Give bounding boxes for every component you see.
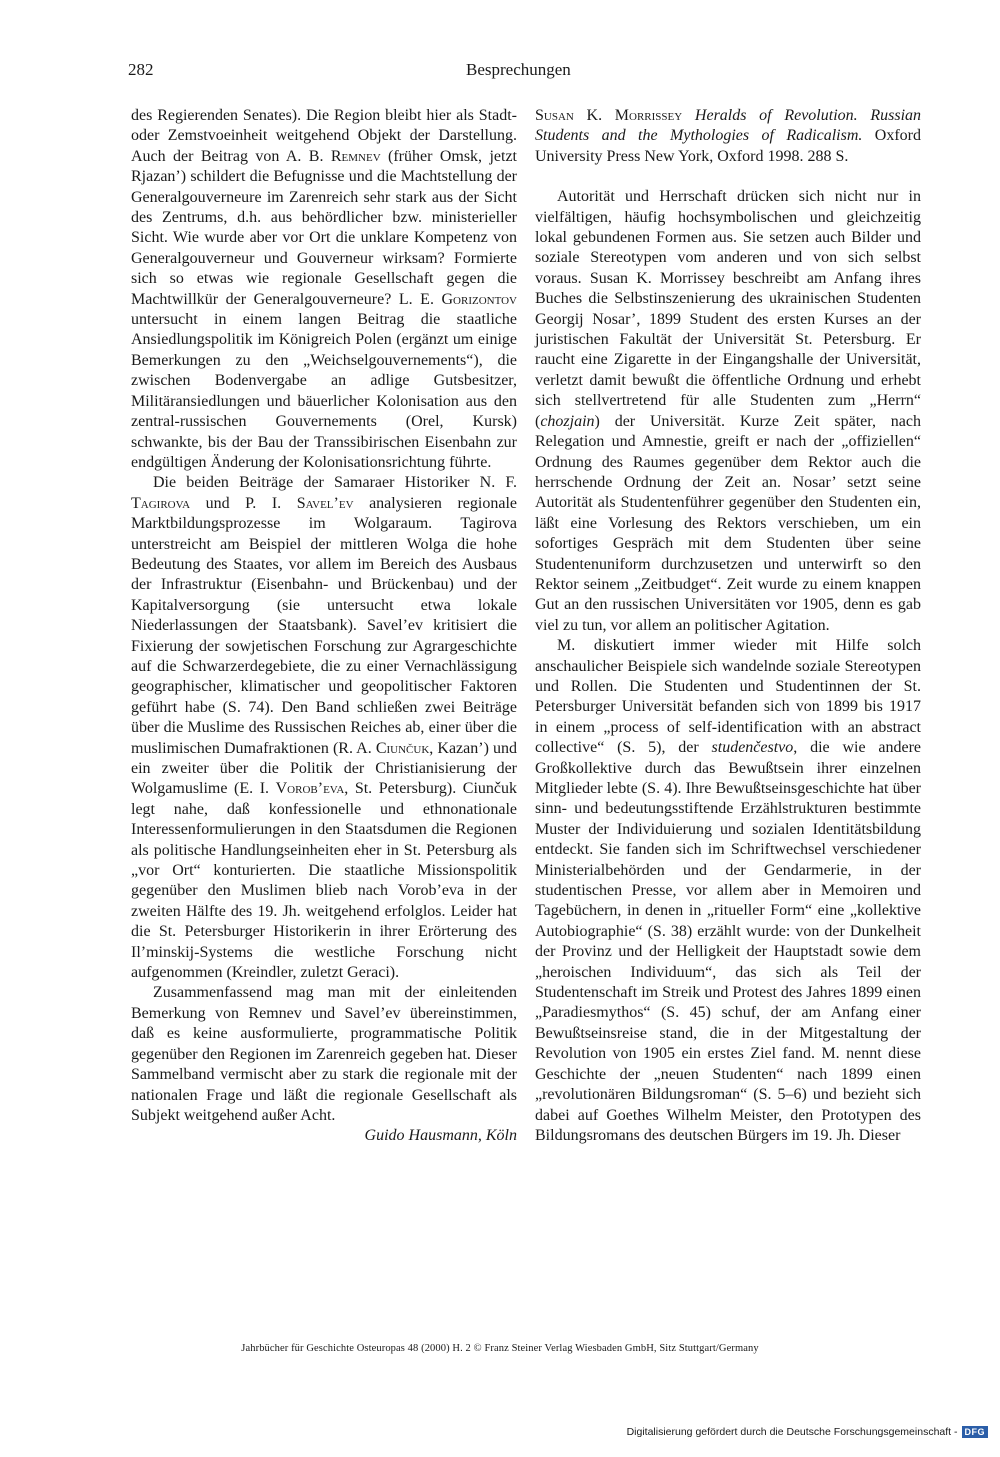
author-name: Tagirova [131, 494, 191, 512]
review-citation [535, 106, 921, 167]
left-paragraph-3: Zusammenfassend mag man mit der einleitenden Bemerkung von Remnev und Savel’ev übereinstimmen, daß es keine ausformulierte, programmatische Politik gegenüber den Regionen im Zarenreich gegeben hat. Dieser Sammelband vermischt aber zu stark die regionale mit der nationalen Frage und läßt die regionale Gesellschaft als Subjekt weitgehend außer Acht. [131, 984, 517, 1124]
right-paragraph-2: M. diskutiert immer wieder mit Hilfe solch anschaulicher Beispiele sich wandelnde soziale Stereotypen und Rollen. Die Studenten und Studentinnen der St. Petersburger Universität befanden sich von 1899 bis 1917 in einem „process of self-identification with an abstract collective“ (S. 5), der studenčestvo, die wie andere Großkollektive durch das Bewußtsein ihrer einzelnen Mitglieder lebte (S. 4). Ihre Bewußtseinsgeschichte hat über sinn- und bedeutungsstiftende Erzählstrukturen bestimmte Muster der Individuierung und sozialen Identitätsbildung entdeckt. Sie fanden sich im Schriftwechsel verschiedener Ministerialbehörden und der Gendarmerie, in der studentischen Presse, vor allem aber in Memoiren und Tagebüchern, in denen in „ritueller Form“ eine „kollektive Autobiographie“ (S. 38) erzählt wurde: von der Dunkelheit der Provinz und der Helligkeit der Hauptstadt sowie dem „heroischen Individuum“, das sich als Teil der Studentenschaft im Streik und Protest des Jahres 1899 einen „Paradiesmythos“ (S. 45) schuf, der am Anfang einer Bewußtseinsreise stand, die in der Mitgestaltung der Revolution von 1905 ein erstes Ziel fand. M. nennt diese Geschichte der „neuen Studenten“ nach 1899 einen „revolutionären Bildungsroman“ (S. 5–6) und bezieht sich dabei auf Goethes Wilhelm Meister, den Prototypen des Bildungsromans des deutschen Bürgers im 19. Jh. Dieser [535, 637, 921, 1144]
left-paragraph-1: des Regierenden Senates). Die Region bleibt hier als Stadt- oder Zemstvoeinheit weitgehend Objekt der Darstellung. Auch der Beitrag von A. B. Remnev (früher Omsk, jetzt Rjazan’) schildert die Befugnisse und die Machtstellung der Generalgouverneure im Zarenreich sehr stark aus der Sicht des Zentrums, d.h. aus behördlicher bzw. ministerieller Sicht. Wie wurde aber vor Ort die unklare Kompetenz von Generalgouverneur und Gouverneur wirksam? Formierte sich so etwas wie regionale Gesellschaft gegen die Machtwillkür der Generalgouverneure? L. E. Gorizontov untersucht in einem langen Beitrag die staatliche Ansiedlungspolitik im Königreich Polen (ergänzt um einige Bemerkungen zu den „Weichselgouvernements“), die zwischen Bodenvergabe an adlige Gutsbesitzer, Militäransiedlungen und bäuerlicher Kolonisation aus den zentral-russischen Gouvernements (Orel, Kursk) schwankte, bis der Bau der Transsibirischen Eisenbahn zur endgültigen Änderung der Kolonisationsrichtung führte. [131, 107, 517, 471]
author-name: Savel’ev [296, 494, 354, 512]
author-name: Vorob’eva [275, 780, 345, 798]
dfg-logo-icon: DFG [962, 1426, 989, 1438]
dfg-footer [627, 1426, 988, 1438]
right-paragraph-1: Autorität und Herrschaft drücken sich nicht nur in vielfältigen, häufig hochsymbolischen und gleichzeitig lokal gebundenen Formen aus. Sie setzen auch Bilder und soziale Stereotypen vom anderen und von sich selbst voraus. Susan K. Morrissey beschreibt am Anfang ihres Buches die Selbstinszenierung des ukrainischen Studenten Georgij Nosar’, 1899 Student des ersten Kurses an der juristischen Fakultät der Universität St. Petersburg. Er raucht eine Zigarette in der Eingangshalle der Universität, verletzt damit bewußt die öffentliche Ordnung und erhebt sich stellvertretend für alle Studenten zum „Herrn“ (chozjain) der Universität. Kurze Zeit später, nach Relegation und Amnestie, greift er nach der „offiziellen“ Ordnung des Raumes gegenüber dem Rektor auch die herrschende Ordnung der Zeit an. Nosar’ setzt seine Autorität als Studentenführer gegenüber den Studenten ein, läßt eine Vorlesung des Rektors verschieben, um ein sofortiges Gespräch mit dem Studenten über seine Studentenuniform durchzusetzen und unterwirft so den Rektor seinem „Zeitbudget“. Zeit wurde zu einem knappen Gut an den russischen Universitäten vor 1905, denn es gab viel zu tun, vor allem an politischer Agitation. [535, 188, 921, 634]
journal-footer: Jahrbücher für Geschichte Osteuropas 48 (2000) H. 2 © Franz Steiner Verlag Wiesbaden GmbH, Sitz Stuttgart/Germany [241, 1343, 759, 1354]
running-head: Besprechungen [466, 60, 571, 79]
author-name: Remnev [330, 147, 381, 165]
review-publication: Oxford University Press New York, Oxford 1998. 288 S. [535, 127, 921, 165]
author-name: Ciunčuk [375, 739, 430, 757]
section-gap [535, 167, 921, 187]
left-column [131, 106, 517, 1147]
review-author: Susan K. Morrissey [535, 107, 683, 124]
review-signature: Guido Hausmann, Köln [364, 1127, 517, 1145]
author-name: Gorizontov [441, 290, 517, 308]
right-column [535, 106, 921, 1146]
left-paragraph-2: Die beiden Beiträge der Samaraer Historiker N. F. Tagirova und P. I. Savel’ev analysieren regionale Marktbildungsprozesse im Wolgaraum. Tagirova unterstreicht am Beispiel der mittleren Wolga die hohe Bedeutung des Staates, vor allem im Bereich des Ausbaus der Infrastruktur (Eisenbahn- und Brückenbau) und der Kapitalversorgung (sie untersucht etwa lokale Niederlassungen der Staatsbank). Savel’ev kritisiert die Fixierung der sowjetischen Forschung zur Agrargeschichte auf die Schwarzerdegebiete, die zu einer Vernachlässigung geographischer, klimatischer und geopolitischer Faktoren geführt habe (S. 74). Den Band schließen zwei Beiträge über die Muslime des Russischen Reiches ab, einer über die muslimischen Dumafraktionen (R. A. Ciunčuk, Kazan’) und ein zweiter über die Politik der Christianisierung der Wolgamuslime (E. I. Vorob’eva, St. Petersburg). Ciunčuk legt nahe, daß konfessionelle und ethnonationale Interessenformulierungen in den Staatsdumen die Regionen als politische Handlungseinheiten eher in St. Petersburg als „vor Ort“ konturierten. Die staatliche Missionspolitik gegenüber den Muslimen blieb nach Vorob’eva in der zweiten Hälfte des 19. Jh. weitgehend erfolglos. Leider hat die St. Petersburger Historikerin in ihrer Erörterung des Il’minskij-Systems die westliche Forschung nicht aufgenommen (Kreindler, zuletzt Geraci). [131, 474, 518, 982]
dfg-note: Digitalisierung gefördert durch die Deutsche Forschungsgemeinschaft - [626, 1426, 958, 1438]
review-title: Heralds of Revolution. Russian Students and the Mythologies of Radicalism. [535, 107, 922, 145]
page-number: 282 [128, 60, 154, 79]
